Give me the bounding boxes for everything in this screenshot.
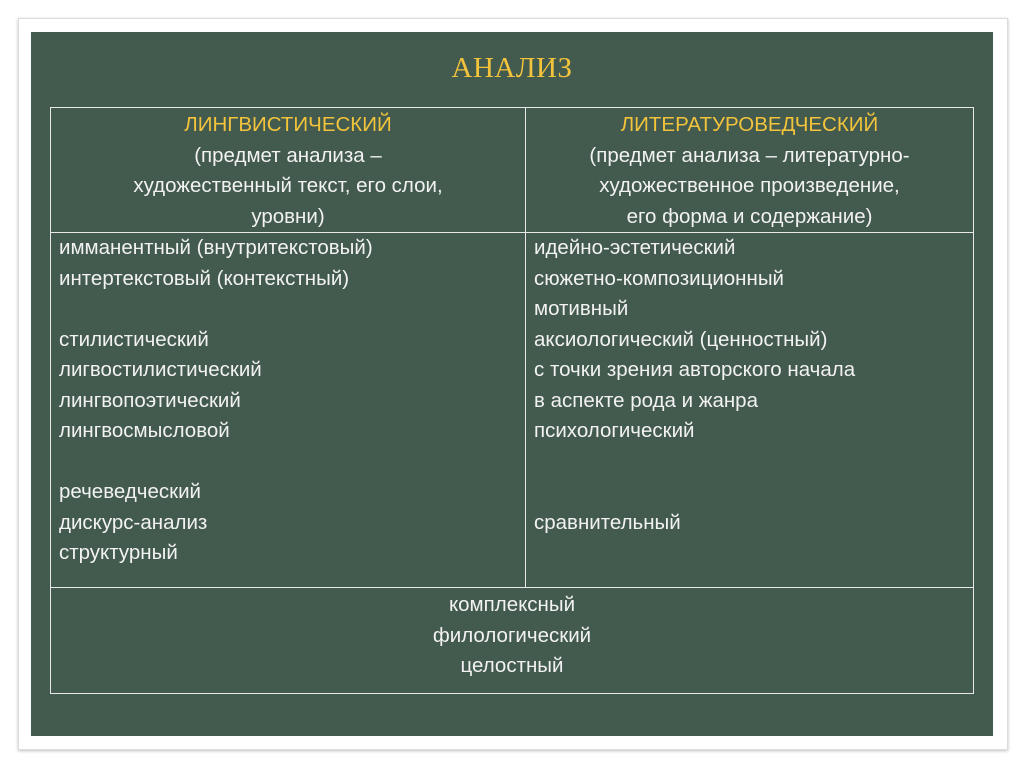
- list-item: идейно-эстетический: [534, 236, 736, 259]
- header-title-literary: ЛИТЕРАТУРОВЕДЧЕСКИЙ: [620, 113, 879, 136]
- header-desc-line: уровни): [251, 204, 325, 228]
- list-item: мотивный: [534, 297, 629, 320]
- list-item: структурный: [59, 541, 178, 564]
- list-item: сюжетно-композиционный: [534, 266, 785, 290]
- combined-types-cell: [51, 588, 974, 694]
- list-item: [534, 477, 973, 508]
- header-desc-line: его форма и содержание): [626, 204, 873, 228]
- linguistic-types-cell: [51, 233, 526, 588]
- list-item: интертекстовый (контекстный): [59, 266, 350, 290]
- literary-types-cell: [526, 233, 974, 588]
- header-desc-line: художественный текст, его слои,: [133, 174, 443, 197]
- header-cell-linguistic: [51, 108, 526, 233]
- list-item: лингвосмысловой: [59, 419, 230, 442]
- list-item: с точки зрения авторского начала: [534, 358, 856, 381]
- list-item: в аспекте рода и жанра: [534, 388, 758, 412]
- list-item: лингвопоэтический: [59, 388, 241, 412]
- header-desc-line: художественное произведение,: [599, 174, 900, 197]
- list-item: дискурс-анализ: [59, 510, 208, 534]
- slide-title: АНАЛИЗ: [451, 52, 573, 84]
- list-item: целостный: [460, 654, 564, 677]
- combined-row: [51, 588, 974, 694]
- header-desc-line: (предмет анализа –: [194, 143, 382, 167]
- list-item: филологический: [432, 623, 592, 647]
- list-item: [59, 294, 525, 325]
- list-item: имманентный (внутритекстовый): [59, 236, 373, 259]
- list-item: лигвостилистический: [59, 358, 262, 381]
- list-item: стилистический: [59, 327, 209, 351]
- list-item: аксиологический (ценностный): [534, 327, 828, 351]
- header-cell-literary: [526, 108, 974, 233]
- list-item: сравнительный: [534, 510, 681, 534]
- list-item: [534, 447, 973, 478]
- types-row: [51, 233, 974, 588]
- list-item: речеведческий: [59, 480, 201, 503]
- analysis-table: [50, 107, 974, 694]
- header-row: [51, 108, 974, 233]
- list-item: психологический: [534, 419, 695, 442]
- list-item: [59, 447, 525, 478]
- list-item: комплексный: [448, 593, 576, 616]
- header-desc-line: (предмет анализа – литературно-: [589, 143, 910, 167]
- header-title-linguistic: ЛИНГВИСТИЧЕСКИЙ: [184, 113, 392, 136]
